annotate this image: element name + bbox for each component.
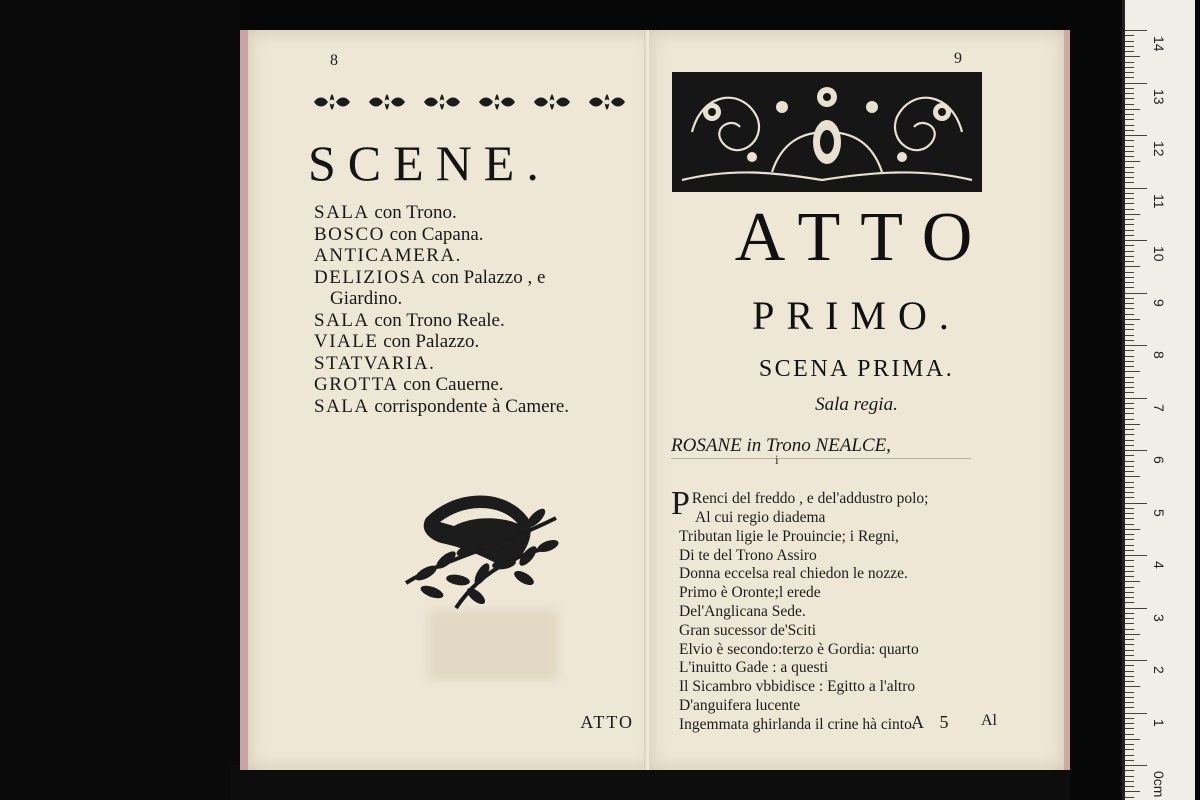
- ruler-tick: [1125, 671, 1134, 672]
- ruler-tick: [1125, 786, 1134, 787]
- ruler-number: 7: [1151, 403, 1167, 412]
- ruler-tick: [1125, 765, 1147, 766]
- ornament-border: [310, 92, 629, 112]
- ruler-tick: [1125, 319, 1140, 320]
- ruler-number: 3: [1151, 613, 1167, 622]
- ruler-tick: [1125, 702, 1134, 703]
- ruler-tick: [1125, 209, 1134, 210]
- ruler-number: 1: [1151, 718, 1167, 727]
- ruler-tick: [1125, 377, 1134, 378]
- ruler-tick: [1125, 566, 1134, 567]
- printer-mark: i: [775, 452, 779, 467]
- ruler-tick: [1125, 655, 1134, 656]
- list-item: BOSCO con Capana.: [314, 223, 484, 245]
- ruler-tick: [1125, 282, 1134, 283]
- ruler-tick: [1125, 608, 1147, 609]
- verse-line: Primo è Oronte;l erede: [679, 584, 821, 602]
- ruler-tick: [1125, 476, 1140, 477]
- ruler-tick: [1125, 634, 1140, 635]
- ruler-tick: [1125, 776, 1134, 777]
- measurement-ruler: [1122, 0, 1195, 800]
- woodcut-headpiece-icon: [672, 72, 982, 192]
- ruler-tick: [1125, 35, 1134, 36]
- ruler-number: 5: [1151, 508, 1167, 517]
- ruler-tick: [1125, 140, 1134, 141]
- ruler-tick: [1125, 303, 1134, 304]
- ruler-tick: [1125, 791, 1140, 792]
- ruler-tick: [1125, 88, 1134, 89]
- verse-line: Tributan ligie le Prouincie; i Regni,: [679, 527, 899, 545]
- ruler-tick: [1125, 335, 1134, 336]
- ruler-tick: [1125, 298, 1134, 299]
- ruler-tick: [1125, 713, 1147, 714]
- verse-line: Ingemmata ghirlanda il crine hà cinto.: [679, 715, 916, 733]
- ruler-tick: [1125, 77, 1134, 78]
- fleuron-icon: [585, 92, 629, 112]
- act-number: PRIMO.: [752, 293, 961, 338]
- ruler-tick: [1125, 629, 1134, 630]
- ruler-tick: [1125, 770, 1134, 771]
- ruler-tick: [1125, 340, 1134, 341]
- ruler-tick: [1125, 382, 1134, 383]
- ruler-tick: [1125, 445, 1134, 446]
- ruler-tick: [1125, 461, 1134, 462]
- ruler-tick: [1125, 403, 1134, 404]
- ruler-tick: [1125, 450, 1147, 451]
- ruler-tick: [1125, 707, 1134, 708]
- ruler-tick: [1125, 62, 1134, 63]
- ruler-tick: [1125, 434, 1134, 435]
- ruler-tick: [1125, 172, 1134, 173]
- ruler-tick: [1125, 356, 1134, 357]
- ruler-tick: [1125, 104, 1134, 105]
- ruler-tick: [1125, 728, 1134, 729]
- ruler-tick: [1125, 597, 1134, 598]
- verse-line: P Renci del freddo , e del'addustro polo;: [671, 485, 929, 522]
- ruler-tick: [1125, 245, 1134, 246]
- ruler-tick: [1125, 329, 1134, 330]
- ruler-tick: [1125, 692, 1134, 693]
- ruler-tick: [1125, 650, 1134, 651]
- laurel-wreath-icon: [396, 488, 568, 618]
- ruler-tick: [1125, 240, 1147, 241]
- fleuron-icon: [420, 92, 464, 112]
- open-book: [236, 30, 1068, 775]
- character-list: ROSANE in Trono NEALCE,: [671, 435, 891, 456]
- ruler-tick: [1125, 287, 1134, 288]
- ruler-tick: [1125, 230, 1134, 231]
- ruler-tick: [1125, 686, 1140, 687]
- ruler-tick: [1125, 188, 1147, 189]
- list-item: SALA con Trono.: [314, 202, 457, 223]
- scene-title: SCENA PRIMA.: [758, 356, 955, 382]
- ruler-tick: [1125, 224, 1134, 225]
- scene-list: [314, 202, 569, 417]
- ruler-tick: [1125, 193, 1134, 194]
- page-number-left: 8: [330, 52, 338, 69]
- scene-heading: SCENE.: [308, 135, 551, 191]
- ruler-number: 4: [1151, 561, 1167, 569]
- ruler-tick: [1125, 109, 1140, 110]
- verse-line: D'anguifera lucente: [679, 696, 801, 714]
- ruler-tick: [1125, 665, 1134, 666]
- ruler-tick: [1125, 424, 1140, 425]
- verse-line: Del'Anglicana Sede.: [679, 602, 806, 620]
- ruler-tick: [1125, 46, 1134, 47]
- list-item: Giardino.: [330, 288, 403, 309]
- ruler-tick: [1125, 539, 1134, 540]
- scene-setting: Sala regia.: [815, 394, 898, 415]
- ruler-tick: [1125, 545, 1134, 546]
- verse-line: L'inuitto Gade : a questi: [679, 659, 829, 677]
- ruler-tick: [1125, 392, 1134, 393]
- ruler-tick: [1125, 266, 1140, 267]
- ruler-tick: [1125, 482, 1134, 483]
- catchword-left: ATTO: [580, 712, 634, 732]
- ruler-tick: [1125, 555, 1147, 556]
- ruler-tick: [1125, 429, 1134, 430]
- ruler-number: 6: [1151, 456, 1167, 464]
- ruler-tick: [1125, 681, 1134, 682]
- ruler-number: 13: [1151, 88, 1167, 105]
- list-item: VIALE con Palazzo.: [314, 331, 480, 352]
- ruler-tick: [1125, 602, 1134, 603]
- ruler-tick: [1125, 251, 1134, 252]
- verse-line: Donna eccelsa real chiedon le nozze.: [679, 565, 908, 583]
- fleuron-icon: [475, 92, 519, 112]
- ruler-tick: [1125, 455, 1134, 456]
- verse-line: Elvio è secondo:terzo è Gordia: quarto: [679, 640, 919, 658]
- ruler-tick: [1125, 83, 1147, 84]
- ruler-tick: [1125, 408, 1134, 409]
- list-item: DELIZIOSA con Palazzo , e: [314, 266, 546, 288]
- ruler-tick: [1125, 261, 1134, 262]
- ruler-tick: [1125, 366, 1134, 367]
- list-item: STATVARIA.: [314, 352, 436, 374]
- ruler-tick: [1125, 471, 1134, 472]
- ruler-tick: [1125, 560, 1134, 561]
- verse-line: Il Sicambro vbbidisce : Egitto a l'altro: [679, 678, 916, 696]
- ruler-tick: [1125, 697, 1134, 698]
- ruler-tick: [1125, 550, 1134, 551]
- page-number-right: 9: [954, 50, 962, 67]
- ruler-tick: [1125, 114, 1134, 115]
- ruler-number: 11: [1151, 193, 1167, 209]
- ruler-tick: [1125, 56, 1140, 57]
- ruler-tick: [1125, 219, 1134, 220]
- ruler-tick: [1125, 755, 1134, 756]
- list-item: SALA con Trono Reale.: [314, 309, 505, 331]
- ruler-tick: [1125, 492, 1134, 493]
- ruler-tick: [1125, 235, 1134, 236]
- ruler-tick: [1125, 487, 1134, 488]
- show-through-stain: [428, 610, 558, 680]
- ruler-tick: [1125, 413, 1134, 414]
- ruler-tick: [1125, 41, 1134, 42]
- verse-line: Gran sucessor de'Sciti: [679, 621, 817, 639]
- fleuron-icon: [310, 92, 354, 112]
- ruler-tick: [1125, 203, 1134, 204]
- ruler-tick: [1125, 350, 1134, 351]
- verse-line: Al cui regio diadema: [695, 509, 826, 526]
- ruler-tick: [1125, 623, 1134, 624]
- ruler-tick: [1125, 308, 1134, 309]
- ruler-tick: [1125, 146, 1134, 147]
- ruler-tick: [1125, 167, 1134, 168]
- ruler-tick: [1125, 156, 1134, 157]
- list-item: ANTICAMERA.: [314, 245, 462, 266]
- ruler-tick: [1125, 419, 1134, 420]
- ruler-tick: [1125, 581, 1140, 582]
- ruler-tick: [1125, 723, 1134, 724]
- ruler-tick: [1125, 503, 1147, 504]
- right-page: [649, 30, 1070, 770]
- ruler-tick: [1125, 508, 1134, 509]
- ruler-tick: [1125, 135, 1147, 136]
- ruler-tick: [1125, 571, 1134, 572]
- background-shadow: [0, 0, 240, 800]
- ruler-tick: [1125, 214, 1140, 215]
- ruler-tick: [1125, 781, 1134, 782]
- act-title: ATTO: [734, 199, 993, 276]
- ruler-tick: [1125, 398, 1147, 399]
- ruler-number: 2: [1151, 666, 1167, 674]
- ruler-tick: [1125, 30, 1147, 31]
- verse-block: [671, 485, 929, 735]
- ruler-tick: [1125, 466, 1134, 467]
- ruler-number: 9: [1151, 298, 1167, 307]
- fleuron-icon: [530, 92, 574, 112]
- ruler-tick: [1125, 529, 1140, 530]
- ruler-number: 14: [1151, 36, 1167, 52]
- ruler-tick: [1125, 161, 1140, 162]
- ruler-tick: [1125, 739, 1140, 740]
- ruler-tick: [1125, 256, 1134, 257]
- verse-line: Di te del Trono Assiro: [679, 546, 817, 564]
- ruler-tick: [1125, 644, 1134, 645]
- ruler-number: 0cm: [1151, 771, 1167, 798]
- ruler-tick: [1125, 72, 1134, 73]
- ruler-tick: [1125, 440, 1134, 441]
- fleuron-icon: [365, 92, 409, 112]
- ruler-tick: [1125, 277, 1134, 278]
- ruler-tick: [1125, 93, 1134, 94]
- ruler-number: 8: [1151, 351, 1167, 359]
- ruler-tick: [1125, 198, 1134, 199]
- ruler-tick: [1125, 98, 1134, 99]
- ruler-tick: [1125, 760, 1134, 761]
- ruler-tick: [1125, 749, 1134, 750]
- left-page: [240, 30, 656, 770]
- ruler-number: 10: [1151, 246, 1167, 262]
- ruler-tick: [1125, 534, 1134, 535]
- ruler-tick: [1125, 587, 1134, 588]
- drop-cap: P: [671, 485, 690, 522]
- ruler-tick: [1125, 293, 1147, 294]
- ruler-tick: [1125, 345, 1147, 346]
- ruler-tick: [1125, 361, 1134, 362]
- ruler-tick: [1125, 613, 1134, 614]
- ruler-tick: [1125, 660, 1147, 661]
- ruler-tick: [1125, 119, 1134, 120]
- ruler-tick: [1125, 734, 1134, 735]
- ruler-tick: [1125, 676, 1134, 677]
- ruler-tick: [1125, 518, 1134, 519]
- ruler-tick: [1125, 524, 1134, 525]
- ruler-tick: [1125, 272, 1134, 273]
- ruler-number: 12: [1151, 141, 1167, 157]
- ruler-tick: [1125, 67, 1134, 68]
- ruler-tick: [1125, 324, 1134, 325]
- ruler-tick: [1125, 51, 1134, 52]
- list-item: SALA corrispondente à Camere.: [314, 395, 570, 417]
- divider: [671, 458, 971, 459]
- ruler-tick: [1125, 497, 1134, 498]
- ruler-tick: [1125, 592, 1134, 593]
- ruler-tick: [1125, 513, 1134, 514]
- signature-mark: A 5: [911, 712, 955, 732]
- ruler-tick: [1125, 125, 1134, 126]
- ruler-tick: [1125, 576, 1134, 577]
- ruler-tick: [1125, 130, 1134, 131]
- ruler-tick: [1125, 314, 1134, 315]
- ruler-tick: [1125, 151, 1134, 152]
- ruler-tick: [1125, 371, 1140, 372]
- ruler-tick: [1125, 718, 1134, 719]
- ruler-tick: [1125, 387, 1134, 388]
- ruler-tick: [1125, 639, 1134, 640]
- ruler-tick: [1125, 797, 1134, 798]
- catchword-right: Al: [981, 712, 997, 729]
- ruler-tick: [1125, 182, 1134, 183]
- ruler-tick: [1125, 618, 1134, 619]
- ruler-tick: [1125, 177, 1134, 178]
- list-item: GROTTA con Cauerne.: [314, 374, 504, 395]
- ruler-tick: [1125, 744, 1134, 745]
